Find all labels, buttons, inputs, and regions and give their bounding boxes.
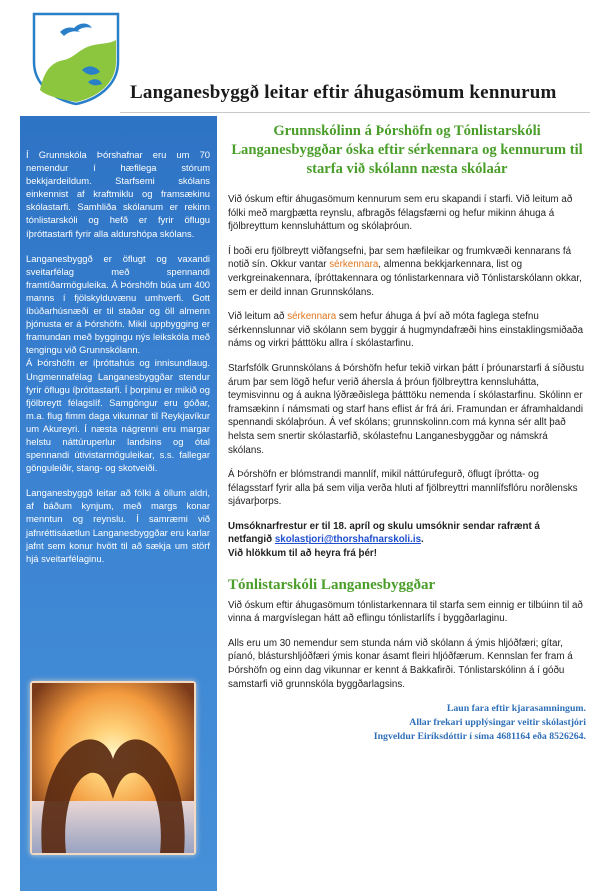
closing-salary-line: Laun fara eftir kjarasamningum. bbox=[446, 703, 586, 715]
music-intro-paragraph: Við óskum eftir áhugasömum tónlistarkennara til starfa sem einnig er tilbúinn til að vinna á margvíslegan hátt að eflingu tónlistarlífs í byggðarlaginu. bbox=[228, 599, 583, 625]
page-headline: Langanesbyggð leitar eftir áhugasömum kennurum bbox=[130, 82, 557, 103]
deadline-period: . bbox=[421, 534, 424, 546]
sidebar-paragraph-community: Langanesbyggð er öflugt og vaxandi sveitarfélag með spennandi framtíðarmöguleika. Á Þórshöfn búa um 400 manns í fjölskylduvænu umhverfi. Gott íbúðarhúsnæði er til staðar og öll almenn þjónusta er á Þórshöfn. Mikil uppbygging er framundan með byggingu nýs leikskóla með tengingu við Grunnskólann. bbox=[26, 252, 210, 356]
special-ed-paragraph bbox=[228, 310, 586, 351]
header-divider bbox=[120, 112, 590, 113]
crest-logo-icon bbox=[30, 10, 122, 106]
music-details-paragraph: Alls eru um 30 nemendur sem stunda nám við skólann á ýmis hljóðfæri; gítar, píanó, blásturshljóðfæri ýmis konar ásamt fleiri hljóðfærum. Kennslan fer fram á Þórshöfn og einn dag vikunnar er kennt á Bakkafirði. Tónlistarskólinn á í góðu samstarfi við grunnskóla byggðarlagsins. bbox=[228, 637, 573, 690]
heart-hands-sunset-photo bbox=[30, 681, 196, 855]
intro-paragraph: Við óskum eftir áhugasömum kennurum sem eru skapandi í starfi. Við leitum að fólki með margþætta reynslu, afbragðs félagsfærni og hefur mikinn áhuga á fjölbreyttum kennsluháttum og skólaþróun. bbox=[228, 194, 573, 233]
staff-paragraph: Starfsfólk Grunnskólans á Þórshöfn hefur tekið virkan þátt í þróunarstarfi á síðustu árum þar sem lögð hefur verið áhersla á þróun fjölbreyttra kennsluhátta, teymisvinnu og á aukna lýðræðislega þátttöku nemenda í skólastarfinu. Skólinn er framsækinn í námsmati og starf hans eflist ár frá ári. Framundan er áframhaldandi spennandi skólaþróun. Á vef skólans; grunnskolinn.com má kynna sér allt það helsta sem snertir skólastarfið, skólastefnu Langanesbyggðar og námskrá skólans. bbox=[228, 362, 585, 456]
special-teacher-highlight: sérkennara bbox=[329, 259, 379, 271]
closing-contact-line: Ingveldur Eiríksdóttir í síma 4681164 eða 8526264. bbox=[373, 731, 586, 743]
closing-block bbox=[228, 702, 586, 744]
music-school-title: Tónlistarskóli Langanesbyggðar bbox=[228, 576, 436, 593]
deadline-paragraph bbox=[228, 520, 586, 561]
special-ed-text-b: sem hefur áhuga á því að móta faglega stefnu sérkennslunnar við skólann sem byggir á hugmyndafræði hins einstaklingsmiðaða náms og virkri þátttöku allra í skólastarfinu. bbox=[228, 311, 584, 350]
vacancies-paragraph bbox=[228, 245, 586, 299]
sidebar-paragraph-school: Í Grunnskóla Þórshafnar eru um 70 nemendur í hæfilega stórum bekkjardeildum. Starfsemi skólans einkennist af kraftmiklu og framsækinu skólastarfi. Samhliða skólanum er rekinn tónlistarskóli og hefð er fyrir öflugu íþróttastarfi fyrir alla aldurshópa skólans. bbox=[26, 149, 210, 239]
closing-info-line: Allar frekari upplýsingar veitir skólastjóri bbox=[409, 717, 586, 729]
vacancies-text-a: Í boði eru fjölbreytt viðfangsefni, þar sem hæfileikar og frumkvæði kennarans fá notið sín. Okkur vantar bbox=[228, 245, 572, 271]
sidebar-paragraph-leisure: Á Þórshöfn er íþróttahús og innisundlaug. Ungmennafélag Langanesbyggðar stendur fyrir öflugu íþróttastarfi. Í þorpinu er mikið og fjölbreytt félagslíf. Samgöngur eru góðar, m.a. flug fimm daga vikunnar til Reykjavíkur um Akureyri. Í næsta nágrenni eru margar helstu náttúruperlur landsins og ótal spennandi útivistarmöguleikar, s.s. fallegar gönguleiðir, stang- og skotveiði. bbox=[26, 357, 210, 474]
main-content bbox=[228, 118, 586, 744]
community-paragraph: Á Þórshöfn er blómstrandi mannlíf, mikil náttúrufegurð, öflugt íþrótta- og félagsstarf fyrir alla þá sem vilja verða hluti af fjölbreyttri mannlífsflóru norðlensks sjávarþorps. bbox=[228, 469, 578, 508]
main-title: Grunnskólinn á Þórshöfn og Tónlistarskóli Langanesbyggðar óska eftir sérkennara og kennurum til starfa við skólann næsta skólaár bbox=[231, 123, 583, 177]
special-teacher-highlight-2: sérkennara bbox=[287, 311, 337, 323]
deadline-text: Umsóknarfrestur er til 18. apríl og skulu umsóknir sendar rafrænt á netfangið bbox=[228, 520, 540, 546]
deadline-closing-line: Við hlökkum til að heyra frá þér! bbox=[228, 548, 377, 560]
sidebar-text bbox=[26, 148, 210, 577]
vacancies-text-b: , almenna bekkjarkennara, list og verkgreinakennara, íþróttakennara og tónlistarkennara við Tónlistarskólann okkar, sem er deild innan Grunnskólans. bbox=[228, 259, 582, 298]
email-link[interactable]: skolastjori@thorshafnarskoli.is bbox=[274, 534, 422, 546]
sidebar-paragraph-equality: Langanesbyggð leitar að fólki á öllum aldri, af báðum kynjum, með margs konar menntun og reynslu. Í samræmi við jafnréttisáætlun Langanesbyggðar eru karlar jafnt sem konur hvött til að sækja um störf hjá sveitarfélaginu. bbox=[26, 487, 210, 564]
special-ed-text-a: Við leitum að bbox=[228, 311, 288, 323]
